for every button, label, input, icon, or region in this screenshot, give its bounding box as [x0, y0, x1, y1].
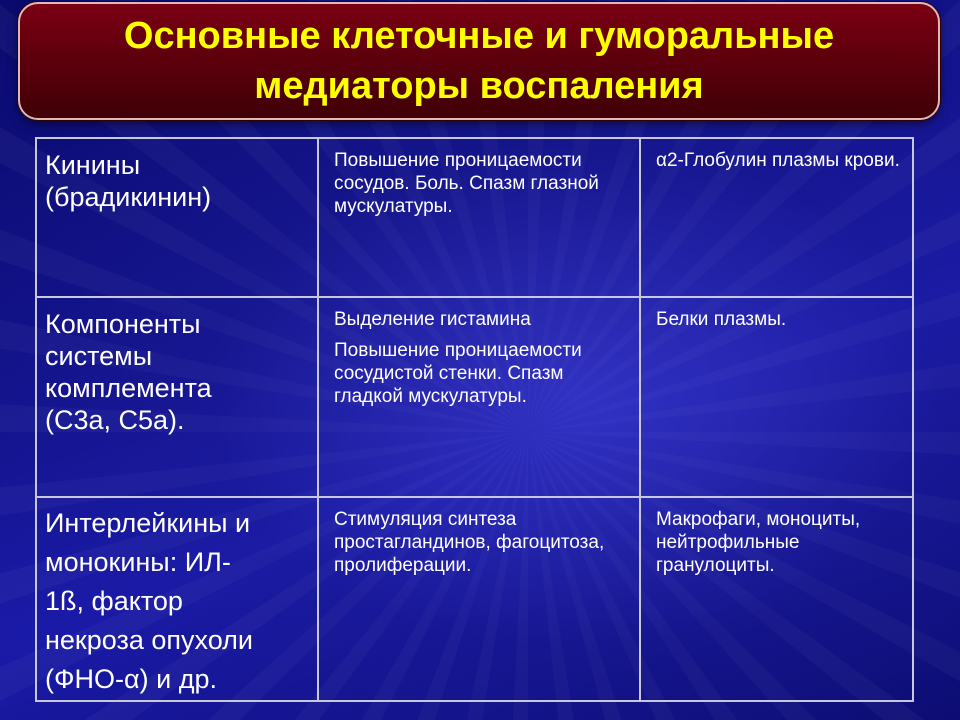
mediator-effects-cell	[318, 297, 640, 497]
mediator-name-line: Интерлейкины и	[45, 508, 251, 538]
table-row	[36, 138, 913, 297]
mediator-effect-text: Повышение проницаемости сосудистой стенки. Спазм гладкой мускулатуры.	[334, 340, 582, 407]
mediator-effects-cell	[318, 138, 640, 297]
mediator-source-text: α2-Глобулин плазмы крови.	[656, 150, 900, 171]
mediator-source-cell	[640, 138, 913, 297]
mediator-name-line: некроза опухоли	[45, 625, 253, 655]
table-row	[36, 297, 913, 497]
mediator-name-cell	[36, 497, 318, 701]
mediator-source-cell	[640, 297, 913, 497]
mediator-name-line: системы	[45, 341, 153, 371]
mediator-name-line: (С3а, С5а).	[45, 405, 185, 435]
mediator-effect-text: Повышение проницаемости сосудов. Боль. Спазм глазной мускулатуры.	[334, 150, 599, 217]
mediator-name-line: монокины: ИЛ-	[45, 547, 231, 577]
mediator-name-line: Компоненты	[45, 309, 201, 339]
slide-title-line-2: медиаторы воспаления	[254, 65, 704, 107]
mediators-table	[35, 137, 914, 702]
mediator-name-line: 1ß, фактор	[45, 586, 183, 616]
mediator-source-text: Макрофаги, моноциты, нейтрофильные гранулоциты.	[656, 509, 861, 576]
mediator-effects-cell	[318, 497, 640, 701]
table-row	[36, 497, 913, 701]
mediator-name-line: (брадикинин)	[45, 182, 212, 212]
mediator-name-cell	[36, 297, 318, 497]
title-banner	[18, 2, 940, 120]
mediator-name-line: комплемента	[45, 373, 212, 403]
slide-title-line-1: Основные клеточные и гуморальные	[123, 15, 835, 57]
mediator-effect-text: Стимуляция синтеза простагландинов, фагоцитоза, пролиферации.	[334, 509, 605, 576]
mediator-source-text: Белки плазмы.	[656, 309, 787, 330]
mediator-name-line: (ФНО-α) и др.	[45, 664, 217, 694]
mediator-source-cell	[640, 497, 913, 701]
mediator-name-line: Кинины	[45, 150, 141, 180]
mediator-effect-text: Выделение гистамина	[334, 309, 531, 330]
mediator-name-cell	[36, 138, 318, 297]
